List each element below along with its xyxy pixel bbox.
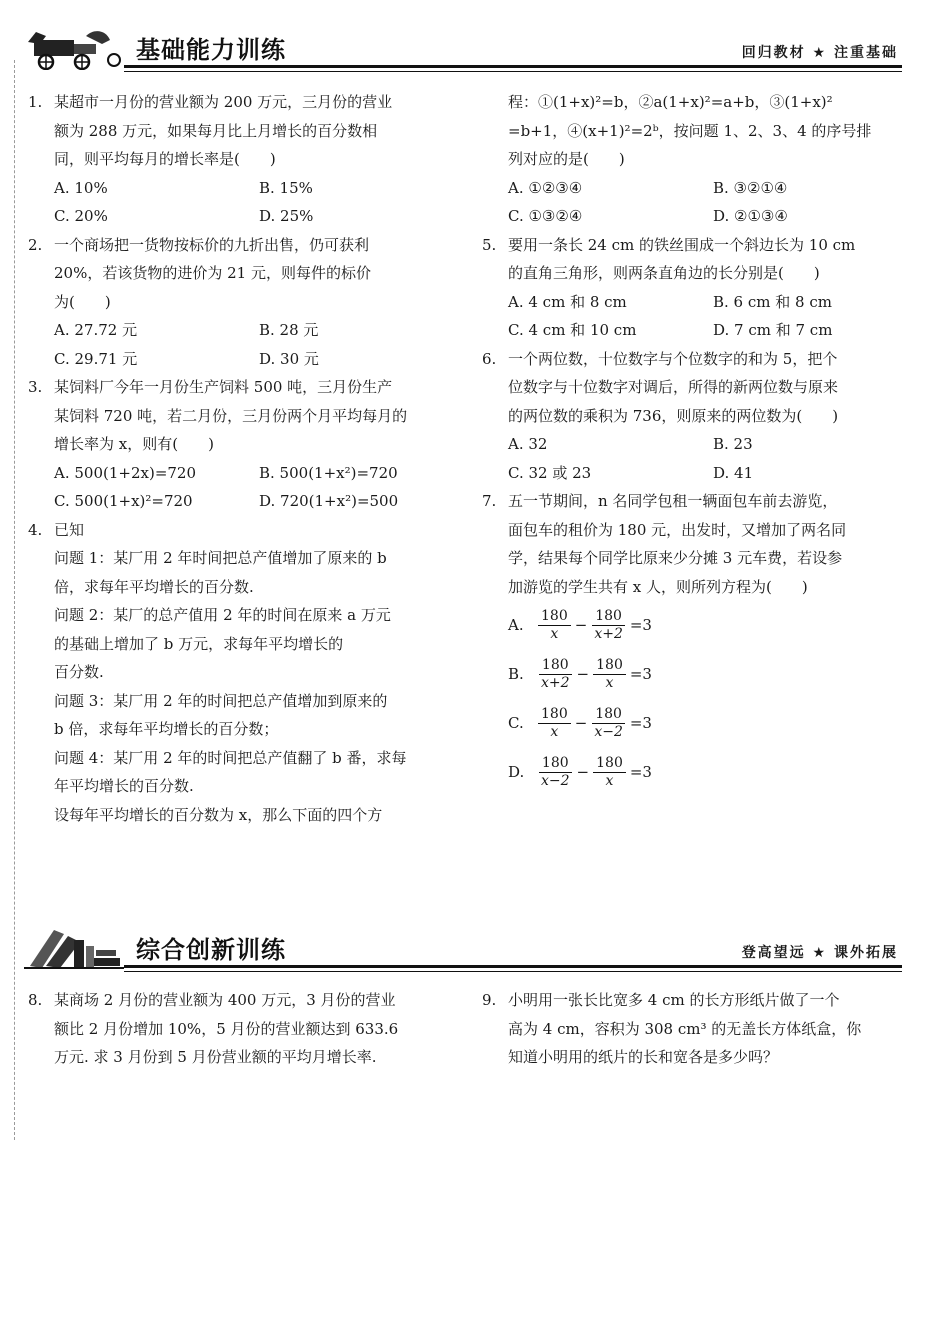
question-text: 加游览的学生共有 x 人，则所列方程为( ) (508, 577, 808, 596)
option-a[interactable]: A. 10% (54, 178, 108, 197)
fraction (591, 706, 626, 741)
option-b[interactable]: B. 500(1+x²)=720 (259, 463, 398, 482)
question-number: 7. (482, 492, 497, 510)
question-text: 已知 (54, 520, 85, 539)
fraction (591, 608, 626, 643)
option-c[interactable] (508, 699, 912, 748)
question-1 (28, 88, 452, 174)
equation-rhs: =3 (629, 616, 652, 635)
banner-rule (124, 965, 902, 968)
option-c[interactable]: C. 4 cm 和 10 cm (508, 321, 637, 339)
question-text: 增长率为 x，则有( ) (54, 435, 214, 453)
question-text: 知道小明用的纸片的长和宽各是多少吗？ (508, 1048, 779, 1066)
bookshelf-illustration-icon (24, 926, 134, 970)
option-b[interactable]: B. 28 元 (259, 321, 319, 339)
question-number: 9. (482, 991, 497, 1009)
question-text: 设每年平均增长的百分数为 x，那么下面的四个方 (54, 805, 383, 824)
equation-rhs: =3 (629, 763, 652, 782)
denominator: x+2 (541, 675, 570, 691)
question-text: 列对应的是( ) (508, 150, 625, 168)
option-b[interactable]: B. ③②①④ (713, 178, 788, 197)
question-text: 一个商场把一货物按标价的九折出售，仍可获利 (54, 235, 370, 254)
option-c[interactable]: C. 20% (54, 207, 108, 225)
question-5 (482, 231, 912, 288)
question-text: 20%，若该货物的进价为 21 元，则每件的标价 (54, 264, 371, 282)
question-number: 4. (28, 520, 43, 539)
question-text: 的直角三角形，则两条直角边的长分别是( ) (508, 264, 820, 282)
question-9 (482, 986, 912, 1072)
option-b[interactable]: B. 23 (713, 435, 753, 453)
question-text: =b+1，④(x+1)²=2ᵇ，按问题 1、2、3、4 的序号排 (508, 121, 872, 140)
question-text: 同，则平均每月的增长率是( ) (54, 150, 276, 168)
option-d[interactable]: D. 30 元 (259, 349, 319, 368)
question-2 (28, 231, 452, 317)
question-3 (28, 373, 452, 459)
options-6 (482, 430, 912, 487)
problem-3 (28, 687, 452, 744)
numerator: 180 (538, 706, 571, 724)
question-text: 程：①(1+x)²=b，②a(1+x)²=a+b，③(1+x)² (508, 93, 833, 111)
question-text: 万元. 求 3 月份到 5 月份营业额的平均月增长率. (54, 1048, 377, 1066)
problem-text: 问题 4：某厂用 2 年的时间把总产值翻了 b 番，求每 (54, 748, 407, 767)
problem-text: 年平均增长的百分数. (54, 777, 194, 795)
option-label: A. (508, 616, 524, 635)
denominator: x (550, 724, 559, 740)
numerator: 180 (592, 608, 625, 626)
problem-text: 问题 1：某厂用 2 年时间把总产值增加了原来的 b (54, 549, 387, 567)
question-4 (28, 516, 452, 545)
question-text: 要用一条长 24 cm 的铁丝围成一个斜边长为 10 cm (508, 235, 856, 254)
question-8 (28, 986, 452, 1072)
fraction (593, 755, 626, 790)
problem-text: 倍，求每年平均增长的百分数. (54, 577, 254, 596)
problem-4 (28, 744, 452, 801)
question-text: 面包车的租价为 180 元，出发时，又增加了两名同 (508, 520, 847, 539)
question-number: 1. (28, 93, 43, 111)
question-text: 某饲料厂今年一月份生产饲料 500 吨，三月份生产 (54, 378, 393, 396)
problem-text: b 倍，求每年平均增长的百分数； (54, 720, 279, 738)
option-d[interactable]: D. 41 (713, 463, 754, 482)
options-3 (28, 459, 452, 516)
denominator: x+2 (594, 626, 623, 642)
options-5 (482, 288, 912, 345)
denominator: x (605, 773, 614, 789)
bottom-left-column (28, 986, 452, 1072)
question-text: 某商场 2 月份的营业额为 400 万元，3 月份的营业 (54, 991, 396, 1009)
question-number: 8. (28, 991, 43, 1009)
fraction (538, 706, 571, 741)
fraction (538, 755, 573, 790)
minus-sign: − (576, 763, 590, 782)
numerator: 180 (538, 608, 571, 626)
denominator: x (550, 626, 559, 642)
option-label: B. (508, 665, 524, 684)
option-c[interactable]: C. 29.71 元 (54, 349, 138, 368)
question-text: 某超市一月份的营业额为 200 万元，三月份的营业 (54, 93, 393, 111)
numerator: 180 (593, 657, 626, 675)
question-text: 高为 4 cm，容积为 308 cm³ 的无盖长方体纸盒，你 (508, 1019, 862, 1038)
question-4-continued (482, 88, 912, 174)
options-1 (28, 174, 452, 231)
option-a[interactable]: A. ①②③④ (508, 178, 583, 197)
banner-rule-thin (124, 971, 902, 972)
fraction (538, 608, 571, 643)
option-a[interactable]: A. 500(1+2x)=720 (54, 463, 197, 482)
problem-text: 百分数. (54, 663, 104, 681)
minus-sign: − (574, 714, 588, 733)
option-c[interactable]: C. 500(1+x)²=720 (54, 492, 193, 510)
option-b[interactable] (508, 650, 912, 699)
minus-sign: − (576, 665, 590, 684)
section-title: 综合创新训练 (136, 936, 286, 964)
question-number: 2. (28, 235, 43, 254)
question-number: 6. (482, 349, 497, 368)
numerator: 180 (539, 657, 572, 675)
question-text: 一个两位数，十位数字与个位数字的和为 5，把个 (508, 349, 838, 368)
banner-rule (124, 65, 902, 68)
numerator: 180 (539, 755, 572, 773)
section-title: 基础能力训练 (136, 36, 286, 64)
question-6 (482, 345, 912, 431)
question-text: 学，结果每个同学比原来少分摊 3 元车费，若设参 (508, 549, 843, 567)
problem-text: 的基础上增加了 b 万元，求每年平均增长的 (54, 634, 344, 653)
option-d[interactable]: D. 720(1+x²)=500 (259, 492, 399, 510)
question-7 (482, 487, 912, 601)
fraction (593, 657, 626, 692)
question-4-closing (28, 801, 452, 830)
option-c[interactable]: C. 32 或 23 (508, 463, 592, 482)
question-number: 3. (28, 378, 43, 396)
equation-rhs: =3 (629, 665, 652, 684)
question-text: 额为 288 万元，如果每月比上月增长的百分数相 (54, 121, 378, 140)
banner-rule-thin (124, 71, 902, 72)
section-banner-basic (24, 26, 902, 70)
question-text: 小明用一张长比宽多 4 cm 的长方形纸片做了一个 (508, 991, 840, 1009)
problem-text: 问题 3：某厂用 2 年的时间把总产值增加到原来的 (54, 691, 388, 710)
binding-margin-line (14, 60, 16, 1140)
right-column (482, 88, 912, 797)
option-d[interactable] (508, 748, 912, 797)
denominator: x−2 (541, 773, 570, 789)
section-banner-innovation (24, 926, 902, 970)
question-text: 为( ) (54, 292, 111, 311)
section-slogan: 回归教材 ★ 注重基础 (741, 45, 898, 61)
option-b[interactable]: B. 15% (259, 178, 313, 197)
equation-rhs: =3 (629, 714, 652, 733)
numerator: 180 (592, 706, 625, 724)
problem-1 (28, 544, 452, 601)
option-a[interactable]: A. 27.72 元 (54, 321, 138, 339)
options-4 (482, 174, 912, 231)
fraction (538, 657, 573, 692)
question-text: 位数字与十位数字对调后，所得的新两位数与原来 (508, 378, 839, 396)
denominator: x−2 (594, 724, 623, 740)
option-a[interactable]: A. 32 (508, 435, 548, 453)
section-slogan: 登高望远 ★ 课外拓展 (741, 945, 898, 961)
question-text: 五一节期间，n 名同学包租一辆面包车前去游览， (508, 492, 838, 510)
minus-sign: − (574, 616, 588, 635)
option-d[interactable]: D. 7 cm 和 7 cm (713, 321, 833, 339)
numerator: 180 (593, 755, 626, 773)
carriage-illustration-icon (24, 26, 134, 70)
problem-text: 问题 2：某厂的总产值用 2 年的时间在原来 a 万元 (54, 606, 391, 624)
options-7 (482, 601, 912, 797)
left-column (28, 88, 452, 829)
problem-2 (28, 601, 452, 687)
question-text: 某饲料 720 吨，若二月份，三月份两个月平均每月的 (54, 406, 408, 425)
option-d[interactable]: D. 25% (259, 207, 314, 225)
option-c[interactable]: C. ①③②④ (508, 207, 583, 225)
option-d[interactable]: D. ②①③④ (713, 207, 788, 225)
question-text: 的两位数的乘积为 736，则原来的两位数为( ) (508, 406, 839, 425)
option-label: C. (508, 714, 524, 733)
denominator: x (605, 675, 614, 691)
question-text: 额比 2 月份增加 10%，5 月份的营业额达到 633.6 (54, 1019, 399, 1038)
question-number: 5. (482, 235, 497, 254)
option-a[interactable] (508, 601, 912, 650)
options-2 (28, 316, 452, 373)
option-a[interactable]: A. 4 cm 和 8 cm (508, 292, 627, 311)
option-label: D. (508, 763, 525, 782)
option-b[interactable]: B. 6 cm 和 8 cm (713, 292, 832, 311)
bottom-right-column (482, 986, 912, 1072)
